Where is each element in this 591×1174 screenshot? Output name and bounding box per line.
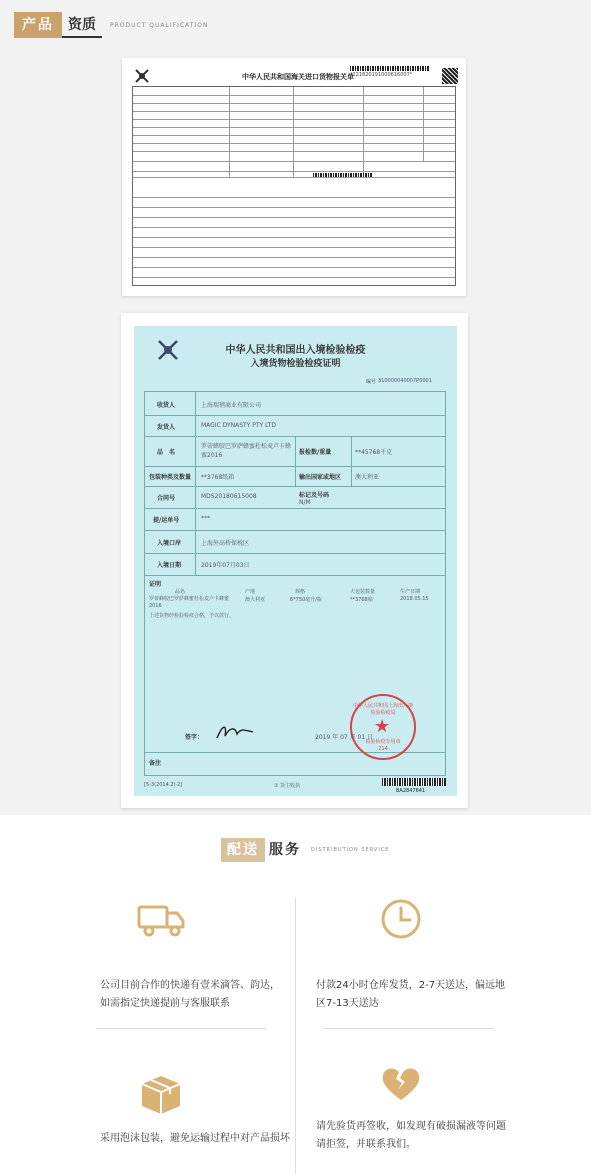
cert-row-qty: **3768箱 xyxy=(350,597,373,603)
service-text-inspection: 请先验货再签收，如发现有破损漏液等问题请拒签，并联系我们。 xyxy=(316,1121,506,1150)
distribution-header xyxy=(221,838,389,862)
certificate-paper xyxy=(134,326,457,796)
service-left-divider xyxy=(96,1028,266,1029)
seal-text-line3: 214 xyxy=(378,746,388,752)
box-icon xyxy=(138,1072,184,1118)
field-label-marks: 标记及号码 xyxy=(299,492,330,499)
customs-doc-title: 中华人民共和国海关进口货物报关单 xyxy=(242,73,354,81)
certificate-title-line2: 入境货物检验检疫证明 xyxy=(250,359,341,369)
field-label-weight: 报检数/重量 xyxy=(299,449,332,456)
broken-heart-icon xyxy=(381,1066,421,1102)
customs-declaration-document xyxy=(122,58,466,296)
qualification-title-a: 产品 xyxy=(14,12,62,38)
cert-col-spec: 规格 xyxy=(295,589,306,595)
field-value-weight: **45768千克 xyxy=(355,449,393,456)
cert-section-label: 证明 xyxy=(149,581,162,588)
service-text-express: 公司目前合作的快递有壹米滴答、韵达，如需指定快递提前与客服联系 xyxy=(100,980,280,1009)
cert-col-origin: 产地 xyxy=(245,589,256,595)
customs-barcode xyxy=(350,66,430,71)
field-label-consignor: 发货人 xyxy=(157,424,176,431)
field-value-consignor: MAGIC DYNASTY PTY LTD xyxy=(201,422,276,429)
footer-center: ① 货主收执 xyxy=(274,783,301,789)
clock-icon xyxy=(380,898,422,940)
field-label-contract: 合同号 xyxy=(157,495,176,502)
cert-row-origin: 澳大利亚 xyxy=(245,597,266,603)
cert-row-spec: 6*750毫升/瓶 xyxy=(290,597,322,603)
field-label-product: 品 名 xyxy=(157,449,176,456)
field-value-port: 上海外高桥保税区 xyxy=(201,540,250,547)
field-value-product: 罗蒂蜂胶巴罗萨蜂蜜杜松麦卢卡蜂蜜2016 xyxy=(201,443,292,459)
qualification-header xyxy=(14,12,208,38)
certificate-grid xyxy=(144,391,446,776)
cert-row-date: 2018.05.15 xyxy=(400,596,429,602)
sign-date: 2019 年 07 月 01 日 xyxy=(315,734,374,741)
field-label-port: 入境口岸 xyxy=(157,540,182,547)
inspection-certificate-document xyxy=(121,313,468,808)
field-value-bill: *** xyxy=(201,515,210,522)
service-right-divider xyxy=(324,1028,494,1029)
qualification-subtitle: PRODUCT QUALIFICATION xyxy=(110,21,209,29)
distribution-title-b: 服务 xyxy=(269,842,301,858)
field-label-bill: 提/运单号 xyxy=(153,517,180,524)
field-value-origin: 澳大利亚 xyxy=(355,474,380,481)
service-vertical-divider xyxy=(295,897,296,1174)
footer-code: [5-3(2014.2)·2] xyxy=(144,782,183,788)
sign-label: 签字： xyxy=(185,734,204,741)
certificate-barcode xyxy=(382,778,446,786)
signature xyxy=(215,722,255,742)
field-value-entry-date: 2019年07月03日 xyxy=(201,562,250,569)
service-text-packaging: 采用泡沫包装，避免运输过程中对产品损坏 xyxy=(100,1133,290,1144)
footer-serial: BA2847641 xyxy=(396,788,426,794)
seal-text-line2: 检验检疫专用章 xyxy=(365,739,401,745)
field-value-consignee: 上海瑞禧商业有限公司 xyxy=(201,402,262,409)
cert-note: 上述货物经检验检疫合格，予以放行。 xyxy=(149,613,235,619)
field-label-origin: 输出国家或地区 xyxy=(299,474,342,481)
cert-row-name: 罗蒂蜂胶巴罗萨蜂蜜杜松麦卢卡蜂蜜2016 xyxy=(149,596,230,609)
customs-form-table xyxy=(132,86,456,286)
distribution-title-a: 配送 xyxy=(221,838,265,862)
service-text-delivery: 付款24小时仓库发货，2-7天送达，偏远地区7-13天送达 xyxy=(316,980,506,1009)
field-label-entry-date: 入境日期 xyxy=(157,562,182,569)
certificate-number-label: 编号 xyxy=(366,379,377,385)
cert-col-date: 生产日期 xyxy=(400,589,421,595)
field-value-marks: N/M xyxy=(299,499,311,506)
field-value-contract: MDS20180615008 xyxy=(201,493,257,500)
customs-doc-number: *221820191000616007* xyxy=(350,72,413,78)
cert-col-name: 品名 xyxy=(175,589,186,595)
field-value-packaging: **3768纸箱 xyxy=(201,474,235,481)
field-label-consignee: 收货人 xyxy=(157,402,176,409)
inspection-seal xyxy=(350,694,416,760)
qualification-title-b: 资质 xyxy=(62,12,102,38)
field-label-packaging: 包装种类及数量 xyxy=(149,474,192,481)
truck-icon xyxy=(137,903,185,937)
customs-emblem-icon xyxy=(134,68,150,84)
distribution-subtitle: DISTRIBUTION SERVICE xyxy=(311,847,390,853)
customs-qr-code xyxy=(442,68,458,84)
seal-star-icon: ★ xyxy=(374,716,391,737)
remark-label: 备注 xyxy=(149,760,162,767)
seal-text-line1: 中华人民共和国上海出入境检验检疫局 xyxy=(352,703,413,716)
cert-col-qty: 大包装数量 xyxy=(350,589,376,595)
certificate-number: 310000040007P0001 xyxy=(378,378,432,384)
certificate-title-line1: 中华人民共和国出入境检验检疫 xyxy=(225,345,366,356)
